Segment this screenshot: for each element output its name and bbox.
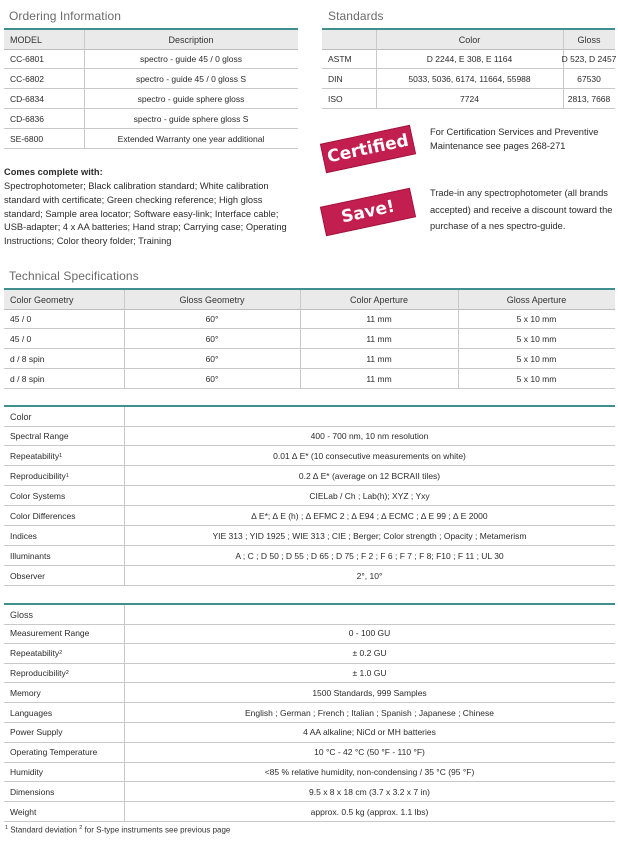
table-row (4, 129, 298, 149)
standards-gloss: 2813, 7668 (567, 93, 611, 104)
table-row (4, 703, 615, 723)
spec-value: 400 - 700 nm, 10 nm resolution (310, 430, 429, 441)
spec-value: 0.2 ∆ E* (average on 12 BCRAII tiles) (298, 470, 441, 481)
ordering-model: CC-6801 (10, 53, 45, 64)
table-row (4, 546, 615, 566)
spec-footnote-mark: 1 (59, 452, 63, 459)
color-spec-header (4, 405, 615, 427)
spec-value: <85 % relative humidity, non-condensing / 35 °C (95 °F) (264, 766, 475, 777)
color-spec-heading: Color (10, 411, 32, 422)
table-row (4, 426, 615, 446)
certified-badge: Certified (320, 125, 416, 173)
table-row (4, 369, 615, 389)
standards-header-blank (322, 30, 382, 49)
standards-color: D 2244, E 308, E 1164 (426, 53, 513, 64)
save-text: Trade-in any spectrophotometer (all brands accepted) and receive a discount toward the purchase of a nes spectro-guide. (430, 188, 613, 231)
spec-value: CIELab / Ch ; Lab(h); XYZ ; Yxy (309, 490, 430, 501)
tech-color-aperture: 11 mm (366, 313, 392, 324)
spec-value: 4 AA alkaline; NiCd or MH batteries (303, 727, 436, 738)
save-badge: Save! (320, 188, 416, 236)
spec-label: Repeatability 1 (10, 450, 63, 461)
tech-gloss-geometry: 60° (205, 313, 219, 324)
table-row (4, 506, 615, 526)
ordering-title: Ordering Information (9, 9, 122, 23)
table-row (4, 782, 615, 802)
gloss-spec-table (4, 603, 615, 821)
tech-color-aperture: 11 mm (366, 353, 392, 364)
tech-header-gloss-aperture: Gloss Aperture (506, 294, 567, 305)
table-row (4, 466, 615, 486)
spec-label: Weight (10, 806, 37, 817)
table-row (4, 624, 615, 644)
spec-label: Repeatability 2 (10, 648, 63, 659)
tech-color-geometry: d / 8 spin (10, 353, 45, 364)
standards-color: 5033, 5036, 6174, 11664, 55988 (408, 73, 531, 84)
table-row (4, 69, 298, 89)
table-row (4, 329, 615, 349)
ordering-table (4, 28, 298, 152)
spec-value: English ; German ; French ; Italian ; Spanish ; Japanese ; Chinese (245, 707, 494, 718)
tech-header-color-aperture: Color Aperture (349, 294, 409, 305)
table-row (4, 644, 615, 664)
spec-value: YIE 313 ; YID 1925 ; WIE 313 ; CIE ; Berger; Color strength ; Opacity ; Metamerism (212, 530, 527, 541)
ordering-description: spectro - guide 45 / 0 gloss S (135, 73, 247, 84)
tech-title: Technical Specifications (9, 269, 139, 283)
ordering-header-description: Description (168, 34, 214, 45)
table-row (4, 349, 615, 369)
table-row (4, 743, 615, 763)
spec-value: ± 0.2 GU (352, 648, 387, 659)
tech-header-row (4, 288, 615, 310)
spec-value: ∆ E*; ∆ E (h) ; ∆ EFMC 2 ; ∆ E94 ; ∆ ECMC ; ∆ E 99 ; ∆ E 2000 (251, 510, 488, 521)
spec-label: Reproducibility 1 (10, 470, 69, 481)
spec-label: Measurement Range (10, 628, 90, 639)
certified-text: For Certification Services and Preventive Maintenance see pages 268-271 (430, 127, 599, 151)
tech-gloss-aperture: 5 x 10 mm (516, 333, 557, 344)
spec-label: Illuminants (10, 550, 51, 561)
standards-org: ASTM (328, 53, 352, 64)
standards-gloss: 67530 (577, 73, 601, 84)
ordering-description: spectro - guide sphere gloss (137, 93, 245, 104)
ordering-description: spectro - guide 45 / 0 gloss (139, 53, 243, 64)
gloss-spec-header (4, 603, 615, 625)
ordering-model: CD-6836 (10, 113, 45, 124)
tech-gloss-aperture: 5 x 10 mm (516, 313, 557, 324)
standards-org: DIN (328, 73, 343, 84)
footnote (5, 825, 230, 835)
complete-heading: Comes complete with: (4, 167, 103, 177)
tech-gloss-geometry: 60° (205, 373, 219, 384)
table-row (4, 683, 615, 703)
ordering-model: CD-6834 (10, 93, 45, 104)
table-row (4, 49, 298, 69)
spec-label: Color Differences (10, 510, 76, 521)
standards-header-gloss: Gloss (577, 34, 601, 45)
table-row (4, 486, 615, 506)
ordering-model: SE-6800 (10, 133, 44, 144)
tech-gloss-aperture: 5 x 10 mm (516, 373, 557, 384)
tech-color-geometry: 45 / 0 (10, 333, 32, 344)
spec-value: 0.01 ∆ E* (10 consecutive measurements on white) (273, 450, 466, 461)
spec-value: 2°, 10° (356, 570, 383, 581)
spec-value: 1500 Standards, 999 Samples (312, 687, 427, 698)
tech-gloss-aperture: 5 x 10 mm (516, 353, 557, 364)
ordering-header-model: MODEL (10, 34, 43, 45)
table-row (4, 109, 298, 129)
spec-label: Observer (10, 570, 45, 581)
footnote-text-1: Standard deviation (8, 825, 80, 835)
standards-gloss: D 523, D 2457 (561, 53, 617, 64)
standards-header-color: Color (458, 34, 481, 45)
table-row (4, 309, 615, 329)
standards-table (322, 28, 615, 112)
tech-gloss-geometry: 60° (205, 353, 219, 364)
table-row (4, 723, 615, 743)
color-spec-table (4, 405, 615, 590)
tech-header-color-geometry: Color Geometry (10, 294, 74, 305)
table-row (4, 446, 615, 466)
ordering-header-row (4, 28, 298, 50)
table-row (4, 763, 615, 783)
standards-header-row (322, 28, 615, 50)
spec-value: approx. 0.5 kg (approx. 1.1 lbs) (310, 806, 429, 817)
table-row (4, 89, 298, 109)
spec-label: Color Systems (10, 490, 66, 501)
footnote-sup-1: 1 (5, 825, 9, 831)
spec-footnote-mark: 2 (59, 650, 63, 657)
tech-gloss-geometry: 60° (205, 333, 219, 344)
ordering-model: CC-6802 (10, 73, 45, 84)
spec-value: 0 - 100 GU (348, 628, 391, 639)
spec-label: Operating Temperature (10, 747, 98, 758)
spec-label: Memory (10, 687, 41, 698)
tech-color-geometry: 45 / 0 (10, 313, 32, 324)
spec-label: Power Supply (10, 727, 63, 738)
ordering-description: Extended Warranty one year additional (117, 133, 265, 144)
tech-color-geometry: d / 8 spin (10, 373, 45, 384)
table-row (322, 49, 615, 69)
spec-label: Reproducibility 2 (10, 667, 69, 678)
gloss-spec-heading: Gloss (10, 609, 34, 620)
spec-label: Spectral Range (10, 430, 69, 441)
footnote-sup-2: 2 (79, 825, 83, 831)
spec-value: 9.5 x 8 x 18 cm (3.7 x 3.2 x 7 in) (309, 786, 430, 797)
standards-title: Standards (328, 9, 384, 23)
spec-value: 10 °C - 42 °C (50 °F - 110 °F) (314, 747, 425, 758)
spec-label: Languages (10, 707, 53, 718)
spec-label: Dimensions (10, 786, 55, 797)
spec-label: Humidity (10, 766, 44, 777)
tech-table (4, 288, 615, 390)
ordering-description: spectro - guide sphere gloss S (133, 113, 249, 124)
standards-color: 7724 (460, 93, 479, 104)
table-row (322, 69, 615, 89)
table-row (4, 526, 615, 546)
tech-color-aperture: 11 mm (366, 373, 392, 384)
standards-org: ISO (328, 93, 343, 104)
table-row (322, 89, 615, 109)
spec-label: Indices (10, 530, 37, 541)
table-row (4, 664, 615, 684)
tech-color-aperture: 11 mm (366, 333, 392, 344)
footnote-text-2: for S-type instruments see previous page (82, 825, 231, 835)
tech-header-gloss-geometry: Gloss Geometry (179, 294, 245, 305)
spec-footnote-mark: 2 (65, 669, 69, 676)
table-row (4, 802, 615, 822)
spec-footnote-mark: 1 (65, 472, 69, 479)
table-row (4, 566, 615, 586)
complete-text: Spectrophotometer; Black calibration standard; White calibration standard with certificate; Green checking reference; High gloss standard; Sample area locator; Software easy-link; Interface cable; USB-adapter; 4 x AA batteries; Hand strap; Carrying case; Operating Instructions; Color theory folder; Training (4, 181, 287, 247)
spec-value: ± 1.0 GU (352, 667, 387, 678)
spec-value: A ; C ; D 50 ; D 55 ; D 65 ; D 75 ; F 2 ; F 6 ; F 7 ; F 8; F10 ; F 11 ; UL 30 (235, 550, 504, 561)
